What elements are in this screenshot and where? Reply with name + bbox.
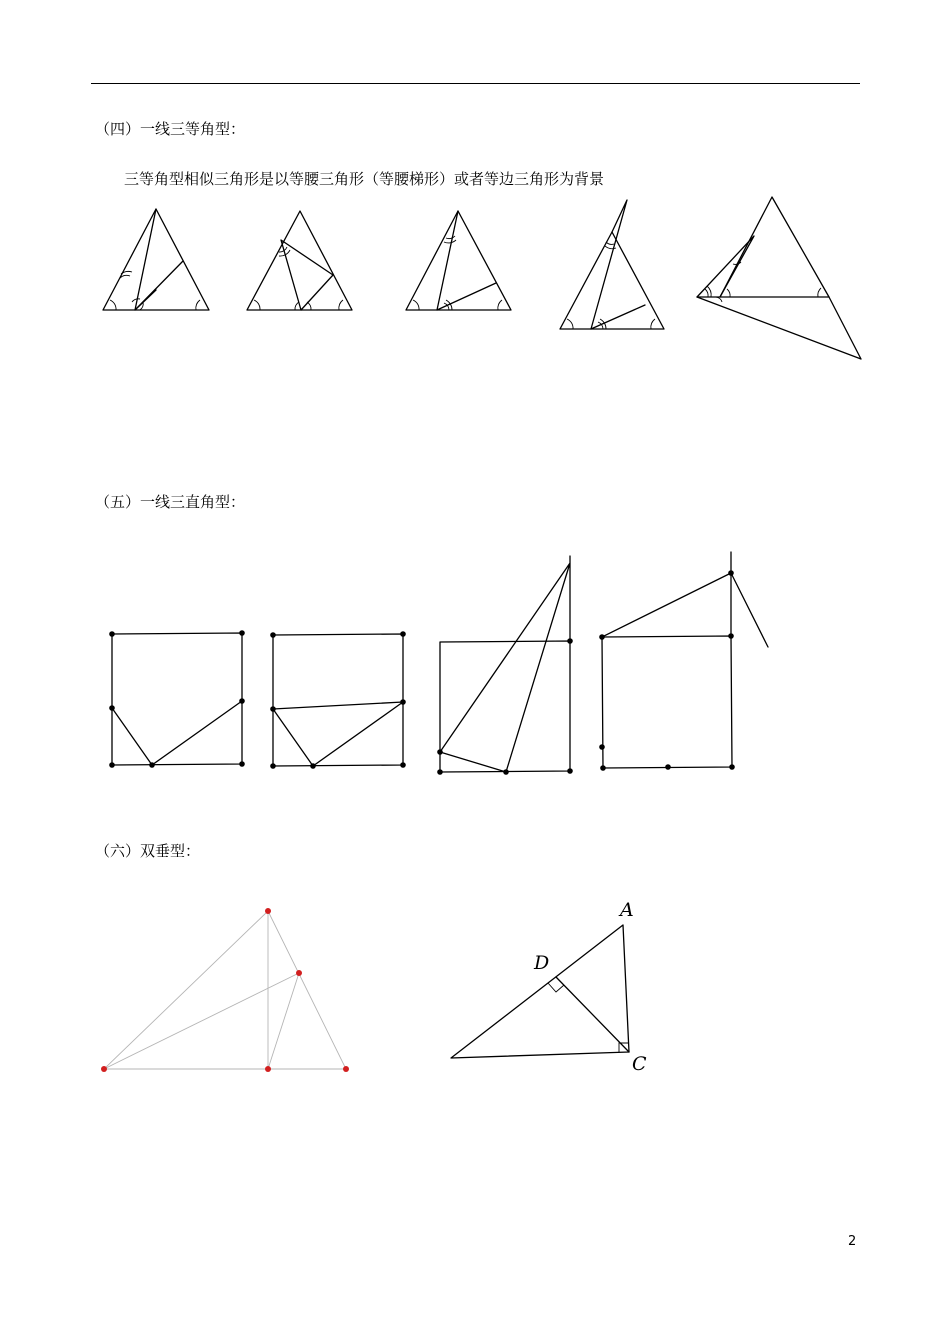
- section-6-heading: （六）双垂型：: [95, 842, 201, 860]
- page-number: 2: [848, 1234, 857, 1249]
- double-perpendicular-figure-2: [451, 899, 647, 1075]
- section-4-description: 三等角型相似三角形是以等腰三角形（等腰梯形）或者等边三角形为背景: [124, 170, 605, 188]
- label-a: A: [620, 899, 634, 921]
- double-perpendicular-figure-1: [101, 908, 349, 1072]
- section-4-heading: （四）一线三等角型：: [95, 120, 246, 138]
- label-c: C: [632, 1053, 647, 1075]
- label-d: D: [534, 952, 550, 974]
- section-5-heading: （五）一线三直角型：: [95, 493, 246, 511]
